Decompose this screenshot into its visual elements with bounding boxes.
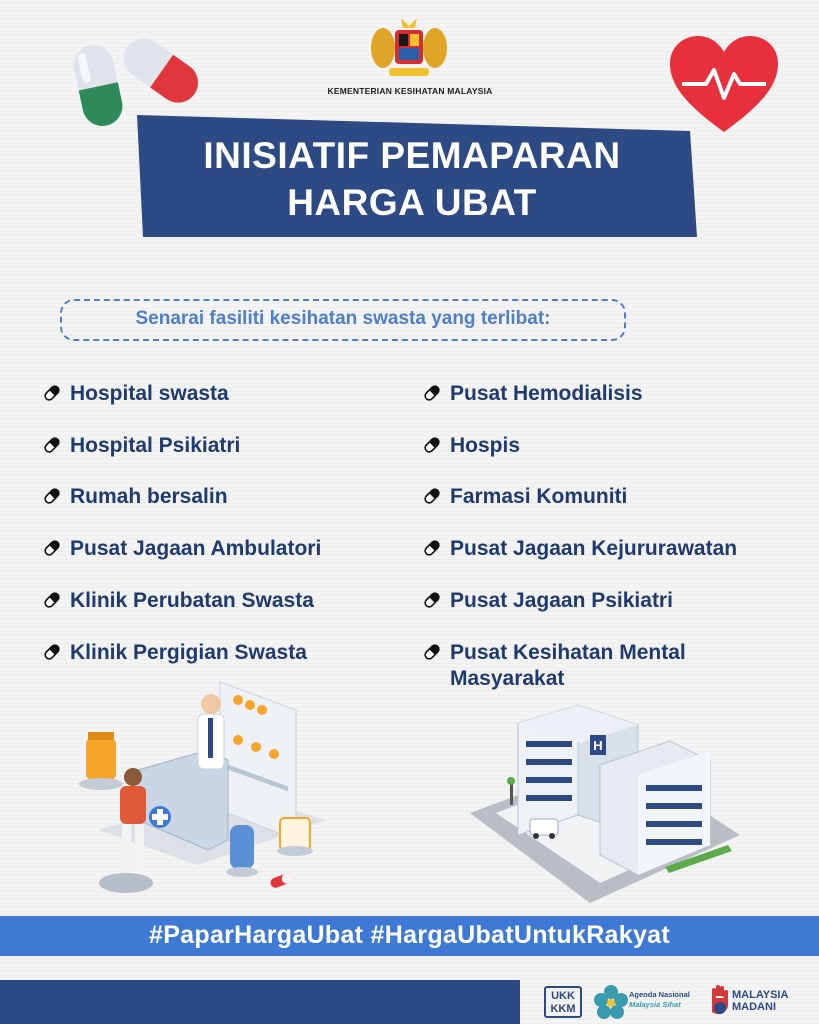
facility-label: Hospital Psikiatri xyxy=(70,434,241,457)
subtitle: Senarai fasiliti kesihatan swasta yang terlibat: xyxy=(135,308,551,329)
ukk-logo-line-1: UKK xyxy=(551,990,575,1002)
pill-bullet-icon xyxy=(422,383,442,403)
facility-label: Pusat Hemodialisis xyxy=(450,382,643,405)
pill-bullet-icon xyxy=(42,383,62,403)
madani-logo-line-2: MADANI xyxy=(732,1001,776,1013)
facility-label: Pusat Jagaan Psikiatri xyxy=(450,589,673,612)
list-item xyxy=(42,433,240,459)
agenda-nasional-logo xyxy=(629,990,699,1010)
facility-label: Klinik Perubatan Swasta xyxy=(70,589,314,612)
pill-bullet-icon xyxy=(422,486,442,506)
facility-label: Hospis xyxy=(450,434,521,457)
malaysia-madani-logo xyxy=(732,989,802,1013)
pill-bullet-icon xyxy=(42,486,62,506)
madani-logo-line-1: MALAYSIA xyxy=(732,989,789,1001)
pharmacy-illustration xyxy=(78,680,330,895)
hashtags: #PaparHargaUbat #HargaUbatUntukRakyat xyxy=(149,921,670,949)
footer-bar xyxy=(0,980,520,1024)
pill-bullet-icon xyxy=(422,538,442,558)
pill-bullet-icon xyxy=(42,642,62,662)
facility-label: Pusat Kesihatan Mental Masyarakat xyxy=(450,641,686,690)
pill-bullet-icon xyxy=(42,538,62,558)
malaysia-coat-of-arms-logo xyxy=(367,14,451,80)
pill-bullet-icon xyxy=(422,435,442,455)
list-item xyxy=(42,484,228,510)
pill-bullet-icon xyxy=(422,642,442,662)
title-line-2: HARGA UBAT xyxy=(287,182,537,223)
list-item xyxy=(42,536,321,562)
title-line-1: INISIATIF PEMAPARAN xyxy=(203,135,621,176)
list-item xyxy=(422,640,772,692)
page-title xyxy=(137,132,687,226)
footer-stripes-decoration xyxy=(448,980,538,1024)
facility-label: Klinik Pergigian Swasta xyxy=(70,641,307,664)
list-item xyxy=(422,588,673,614)
facility-label: Pusat Jagaan Ambulatori xyxy=(70,537,322,560)
list-item xyxy=(42,640,307,666)
pill-bullet-icon xyxy=(42,590,62,610)
facility-label: Rumah bersalin xyxy=(70,485,228,508)
list-item xyxy=(422,484,627,510)
facility-label: Pusat Jagaan Kejururawatan xyxy=(450,537,738,560)
list-item xyxy=(422,381,643,407)
madani-hand-icon xyxy=(708,984,732,1020)
list-item xyxy=(422,536,737,562)
list-item xyxy=(42,381,229,407)
pill-bullet-icon xyxy=(422,590,442,610)
agenda-logo-line-2: Malaysia Sihat xyxy=(629,1000,681,1009)
ukk-logo-line-2: KKM xyxy=(550,1003,576,1015)
hospital-building-illustration xyxy=(470,695,742,910)
facility-label: Farmasi Komuniti xyxy=(450,485,628,508)
list-item xyxy=(422,433,520,459)
agenda-logo-line-1: Agenda Nasional xyxy=(629,990,690,999)
ministry-name: KEMENTERIAN KESIHATAN MALAYSIA xyxy=(327,86,493,96)
facility-label: Hospital swasta xyxy=(70,382,229,405)
svg-text:H: H xyxy=(593,738,603,753)
list-item xyxy=(42,588,314,614)
ukk-kkm-logo xyxy=(544,986,582,1018)
hibiscus-logo-icon xyxy=(593,984,629,1020)
pill-bullet-icon xyxy=(42,435,62,455)
